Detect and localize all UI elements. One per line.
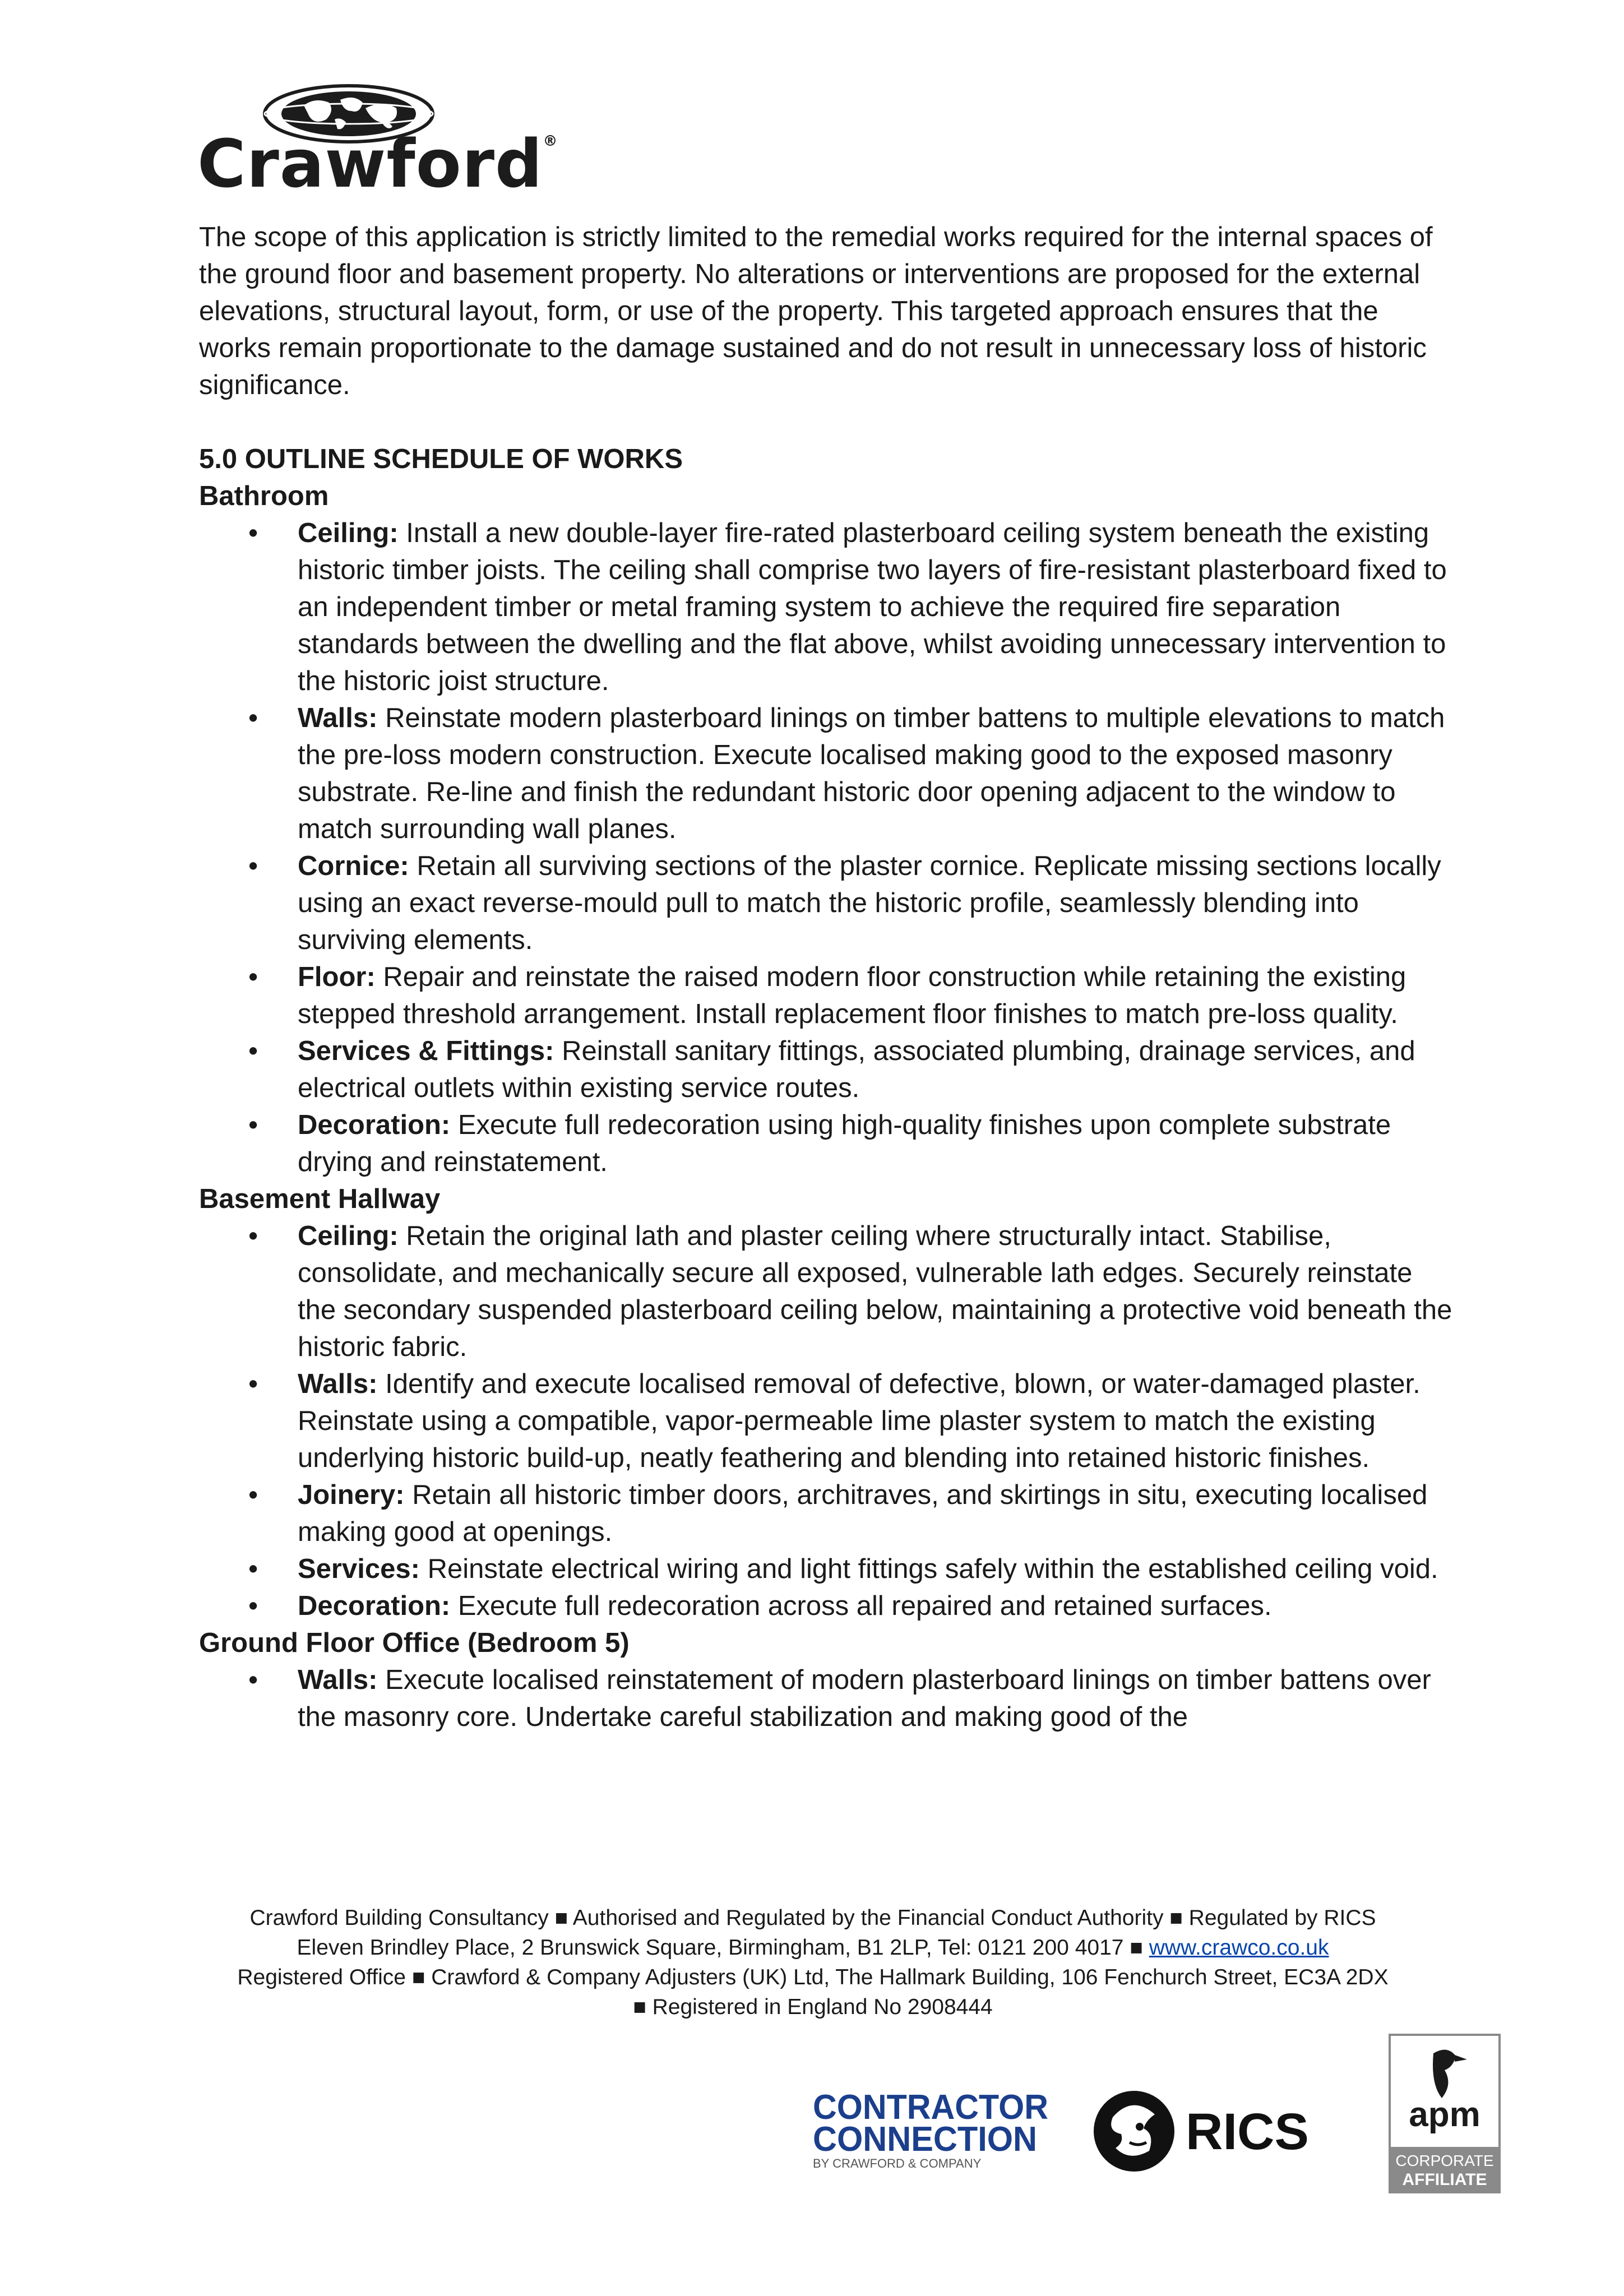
list-item: • Cornice: Retain all surviving sections of the plaster cornice. Replicate missing sections locally using an exact reverse-mould pull to match the historic profile, seamlessly blending into surviving elements. [199, 848, 1455, 959]
subsection-heading: Ground Floor Office (Bedroom 5) [199, 1628, 630, 1658]
cc-subline: BY CRAWFORD & COMPANY [813, 2156, 982, 2170]
subsection-heading: Bathroom [199, 481, 329, 511]
website-link[interactable]: www.crawco.co.uk [1149, 1936, 1329, 1960]
intro-paragraph: The scope of this application is strictly limited to the remedial works required for the internal spaces of the ground floor and basement property. No alterations or interventions are proposed for the external elevations, structural layout, form, or use of the property. This targeted approach ensures that the works remain proportionate to the damage sustained and do not result in unnecessary loss of historic significance. [199, 222, 1433, 400]
footer-line: ■ Registered in England No 2908444 [633, 1995, 993, 2019]
lion-icon [1094, 2091, 1174, 2172]
list-item: • Walls: Reinstate modern plasterboard linings on timber battens to multiple elevations to match the pre-loss modern construction. Execute localised making good to the exposed masonry substrate. Re-line and finish the redundant historic door opening adjacent to the window to match surrounding wall planes. [199, 700, 1455, 848]
apm-line1: CORPORATE [1395, 2152, 1494, 2169]
cc-line2: CONNECTION [813, 2120, 1037, 2159]
list-item: • Walls: Identify and execute localised removal of defective, blown, or water-damaged plaster. Reinstate using a compatible, vapor-permeable lime plaster system to match the existing underlying historic build-up, neatly feathering and blending into retained historic finishes. [199, 1365, 1455, 1476]
list-item: • Services: Reinstate electrical wiring and light fittings safely within the established ceiling void. [199, 1550, 1455, 1587]
list-item: • Ceiling: Install a new double-layer fire-rated plasterboard ceiling system beneath the existing historic timber joists. The ceiling shall comprise two layers of fire-resistant plasterboard fixed to an independent timber or metal framing system to achieve the required fire separation standards between the dwelling and the flat above, whilst avoiding unnecessary intervention to the historic joist structure. [199, 515, 1455, 700]
list-item: • Decoration: Execute full redecoration across all repaired and retained surfaces. [199, 1587, 1455, 1624]
basement-hallway-list [199, 1218, 1455, 1624]
footer-line: Eleven Brindley Place, 2 Brunswick Square, Birmingham, B1 2LP, Tel: 0121 200 4017 ■ www.crawco.co.uk [297, 1936, 1329, 1960]
apm-logo [1389, 2034, 1501, 2193]
section-heading: 5.0 OUTLINE SCHEDULE OF WORKS [199, 444, 683, 474]
bathroom-list [199, 515, 1455, 1181]
contractor-connection-logo [813, 2088, 1054, 2172]
ground-floor-office-list [199, 1661, 1455, 1735]
apm-wordmark: apm [1409, 2095, 1480, 2134]
list-item: • Ceiling: Retain the original lath and plaster ceiling where structurally intact. Stabilise, consolidate, and mechanically secure all exposed, vulnerable lath edges. Securely reinstate the secondary suspended plasterboard ceiling below, maintaining a protective void beneath the historic fabric. [199, 1218, 1455, 1365]
document-body [199, 219, 1455, 1735]
crawford-logo [197, 83, 558, 202]
list-item: • Joinery: Retain all historic timber doors, architraves, and skirtings in situ, executing localised making good at openings. [199, 1476, 1455, 1550]
page-footer [168, 1903, 1458, 2022]
footer-line: Crawford Building Consultancy ■ Authorised and Regulated by the Financial Conduct Authority ■ Regulated by RICS [249, 1906, 1376, 1930]
apm-line2: AFFILIATE [1402, 2170, 1487, 2189]
rics-logo [1090, 2086, 1343, 2176]
subsection-heading: Basement Hallway [199, 1184, 441, 1214]
list-item: • Services & Fittings: Reinstall sanitary fittings, associated plumbing, drainage services, and electrical outlets within existing service routes. [199, 1033, 1455, 1107]
rics-wordmark: RICS [1186, 2103, 1309, 2160]
footer-line: Registered Office ■ Crawford & Company Adjusters (UK) Ltd, The Hallmark Building, 106 Fenchurch Street, EC3A 2DX [237, 1965, 1389, 1989]
list-item: • Decoration: Execute full redecoration using high-quality finishes upon complete substrate drying and reinstatement. [199, 1107, 1455, 1181]
list-item: • Walls: Execute localised reinstatement of modern plasterboard linings on timber battens over the masonry core. Undertake careful stabilization and making good of the [199, 1661, 1455, 1735]
cc-line1: CONTRACTOR [813, 2088, 1048, 2127]
list-item: • Floor: Repair and reinstate the raised modern floor construction while retaining the existing stepped threshold arrangement. Install replacement floor finishes to match pre-loss quality. [199, 959, 1455, 1033]
crawford-wordmark: Crawford® [197, 125, 558, 202]
